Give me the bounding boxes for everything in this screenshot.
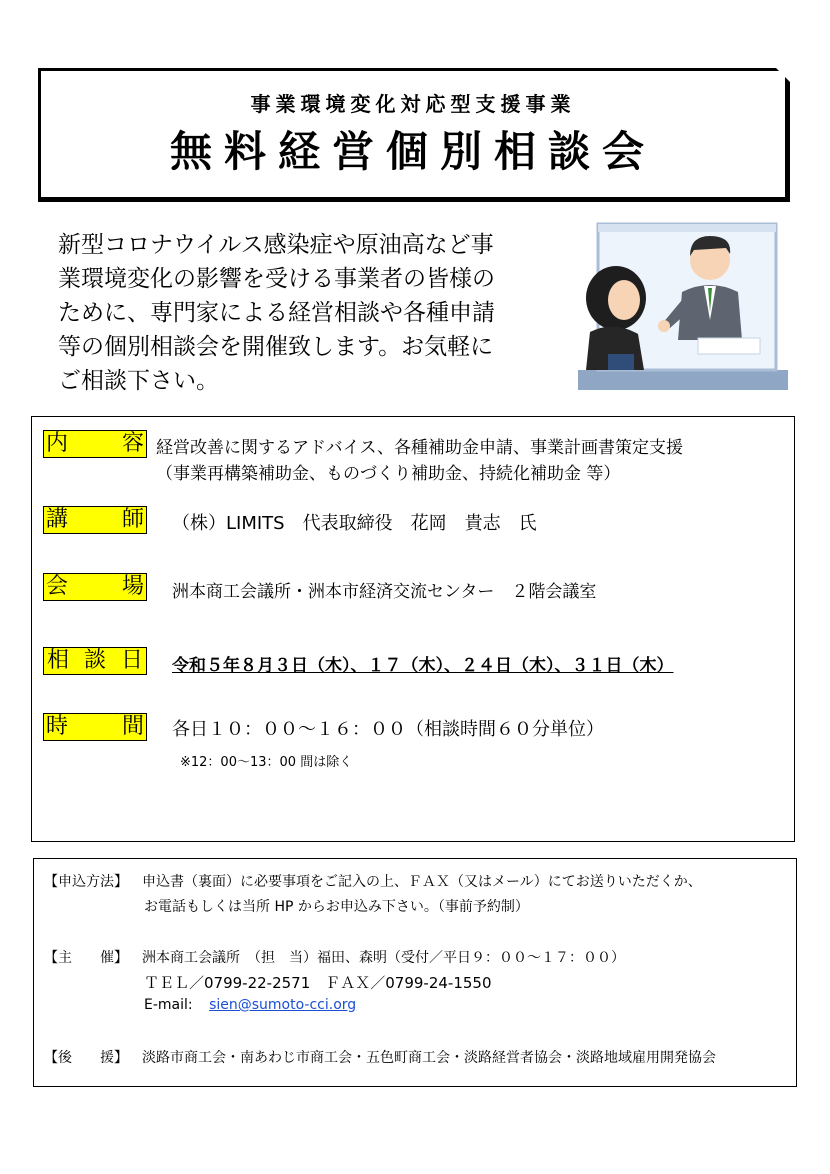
desk-shape	[578, 370, 788, 390]
paper-on-desk	[698, 338, 760, 354]
intro-line: 新型コロナウイルス感染症や原油高など事	[58, 232, 494, 258]
support-line: 淡路市商工会・南あわじ市商工会・五色町商工会・淡路経営者協会・淡路地域雇用開発協会	[142, 1050, 716, 1066]
support-row	[44, 1047, 716, 1067]
partition-top	[598, 224, 776, 232]
application-info-box	[33, 858, 797, 1087]
event-details-box	[31, 416, 795, 842]
host-contact-line: ＴＥＬ／0799-22-2571 ＦＡＸ／0799-24-1550	[144, 974, 492, 992]
time-value: 各日１０：００～１６：００（相談時間６０分単位）	[172, 719, 604, 740]
intro-line: ために、専門家による経営相談や各種申請	[58, 300, 495, 326]
host-tag: 【主 催】	[44, 950, 128, 966]
apply-tag: 【申込方法】	[44, 874, 128, 890]
email-label: E-mail:	[144, 997, 193, 1013]
apply-line-1: 申込書（裏面）に必要事項をご記入の上、ＦＡＸ（又はメール）にてお送りいただくか、	[142, 874, 702, 890]
venue-label-char: 場	[121, 574, 144, 599]
venue-label-char: 会	[46, 574, 69, 599]
content-label	[43, 430, 147, 458]
apply-row	[44, 871, 702, 891]
intro-line: 等の個別相談会を開催致します。お気軽に	[58, 334, 494, 360]
host-row	[44, 947, 625, 967]
intro-paragraph	[58, 228, 558, 398]
content-label-char: 内	[46, 431, 69, 456]
man-hand	[658, 320, 670, 332]
dates-value: 令和５年８月３日（木）、１７（木）、２４日（木）、３１日（木）	[172, 656, 674, 676]
time-label-char: 間	[121, 714, 144, 739]
time-label-char: 時	[46, 714, 69, 739]
time-note: ※12：00～13：00 間は除く	[180, 755, 353, 770]
event-title: 無料経営個別相談会	[169, 127, 656, 176]
lecturer-label-char: 講	[46, 507, 69, 532]
content-line-1: 経営改善に関するアドバイス、各種補助金申請、事業計画書策定支援	[156, 438, 683, 458]
woman-face	[608, 280, 640, 320]
email-row	[144, 997, 356, 1013]
event-subtitle: 事業環境変化対応型支援事業	[250, 92, 576, 116]
dates-label-char: 日	[120, 648, 143, 673]
lecturer-label	[43, 506, 147, 534]
intro-line: ご相談下さい。	[58, 368, 219, 394]
content-label-char: 容	[121, 431, 144, 456]
intro-line: 業環境変化の影響を受ける事業者の皆様の	[58, 266, 495, 292]
lecturer-label-char: 師	[121, 507, 144, 532]
time-label	[43, 713, 147, 741]
consultation-illustration	[578, 220, 788, 390]
apply-line-2: お電話もしくは当所 HP からお申込み下さい。（事前予約制）	[144, 899, 529, 915]
support-tag: 【後 援】	[44, 1050, 128, 1066]
woman-chair	[608, 354, 634, 370]
dates-label-char: 談	[83, 648, 106, 673]
host-line-1: 洲本商工会議所 （担 当）福田、森明（受付／平日９：００～１７：００）	[142, 950, 625, 966]
lecturer-value: （株）LIMITS 代表取締役 花岡 貴志 氏	[172, 513, 537, 534]
dates-label	[43, 647, 147, 675]
dates-label-char: 相	[47, 648, 70, 673]
email-link[interactable]: sien@sumoto-cci.org	[209, 997, 357, 1013]
venue-label	[43, 573, 147, 601]
content-line-2: （事業再構築補助金、ものづくり補助金、持続化補助金 等）	[156, 464, 621, 484]
title-box	[38, 68, 790, 202]
venue-value: 洲本商工会議所・洲本市経済交流センター ２階会議室	[172, 582, 597, 602]
